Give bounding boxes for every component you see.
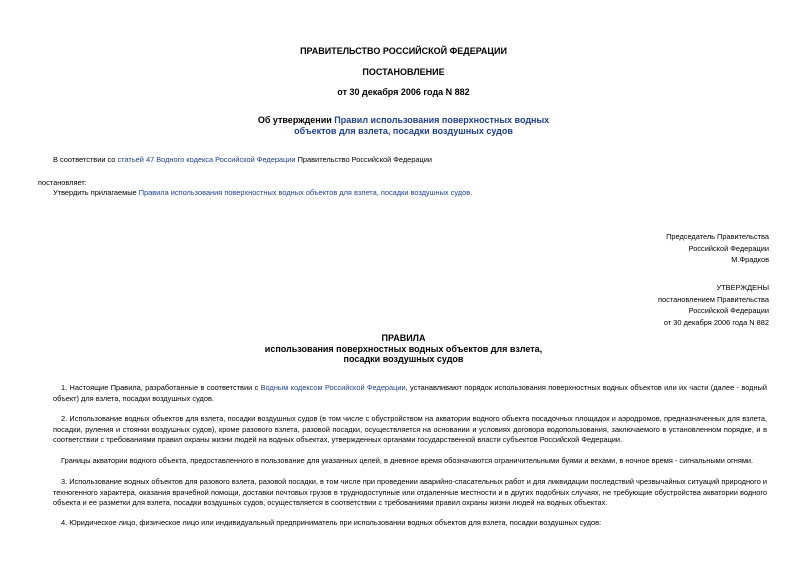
p1-prefix: 1. Настоящие Правила, разработанные в соответствии с [61, 383, 261, 392]
doc-type-heading: ПОСТАНОВЛЕНИЕ [362, 67, 445, 77]
signature-line1: Председатель Правительства [666, 232, 769, 241]
doc-title-line1 [0, 115, 807, 125]
approved-line1: УТВЕРЖДЕНЫ [716, 283, 769, 292]
title-prefix: Об утверждении [257, 115, 335, 125]
approved-block [658, 282, 769, 328]
approve-prefix: Утвердить прилагаемые [53, 188, 139, 197]
rules-title-line3: посадки воздушных судов [343, 354, 464, 364]
water-code-article-link[interactable]: статьей 47 Водного кодекса Российской Федерации [117, 155, 296, 164]
paragraph-3: 3. Использование водных объектов для разового взлета, разовой посадки, в том числе при проведении аварийно-спасательных работ и для ликвидации последствий чрезвычайных ситуаций природного и техногенного характера, оказания врачебной помощи, доставки почтовых грузов в труднодоступные или отдаленные местности и в других подобных случаях, не требующие обустройства акватории водного объекта и ее разметки для взлета, посадки воздушных судов, осуществляется в соответствии с требованиями правил охраны жизни людей на водных объектах. [53, 477, 767, 508]
approved-line4: от 30 декабря 2006 года N 882 [663, 317, 769, 327]
signature-line3: М.Фрадков [731, 255, 769, 264]
rules-link[interactable]: Правила использования поверхностных водных объектов для взлета, посадки воздушных судов [138, 188, 471, 197]
government-heading: ПРАВИТЕЛЬСТВО РОССИЙСКОЙ ФЕДЕРАЦИИ [300, 46, 507, 56]
resolves-text: постановляет: [38, 178, 87, 187]
approve-suffix: . [470, 188, 473, 197]
approved-line2: постановлением Правительства [658, 294, 769, 304]
signature-block [666, 231, 769, 266]
date-number: от 30 декабря 2006 года N 882 [337, 87, 470, 97]
doc-title-line2 [0, 126, 807, 136]
paragraph-2: 2. Использование водных объектов для взлета, посадки воздушных судов (в том числе с обустройством на акватории водного объекта посадочных площадок и аэродромов, предназначенных для взлета, посадки, руления и стоянки воздушных судов), кроме разового взлета, разовой посадки, осуществляется на основании и условиях договора водопользования, заключаемого в установленном порядке, и в соответствии с требованиями правил охраны жизни людей на водных объектах, утвержденных органами государственной власти субъектов Российской Федерации. [53, 414, 767, 445]
rules-title-line2: использования поверхностных водных объектов для взлета, [264, 344, 543, 354]
approved-line3: Российской Федерации [688, 306, 769, 315]
paragraph-4: 4. Юридическое лицо, физическое лицо или индивидуальный предприниматель при использовании водных объектов для взлета, посадки воздушных судов: [61, 518, 602, 527]
water-code-link[interactable]: Водным кодексом Российской Федерации [260, 383, 406, 392]
preamble-suffix: Правительство Российской Федерации [295, 155, 432, 164]
paragraph-2b: Границы акватории водного объекта, предоставленного в пользование для указанных целей, в дневное время обозначаются ограничительными буями и вехами, в ночное время - сигнальными огнями. [61, 456, 754, 465]
rules-title-line1: ПРАВИЛА [381, 333, 426, 343]
paragraph-1 [53, 383, 767, 404]
signature-line2: Российской Федерации [688, 243, 769, 253]
approve-text [53, 188, 472, 198]
p1-suffix: , устанавливают порядок использования поверхностных водных объектов или их части (далее - водный объект) для взлета, посадки воздушных судов. [53, 383, 767, 403]
rules-link-title[interactable]: Правил использования поверхностных водных [334, 115, 550, 125]
preamble [53, 155, 432, 165]
rules-link-title-cont[interactable]: объектов для взлета, посадки воздушных судов [294, 126, 513, 136]
preamble-prefix: В соответствии со [53, 155, 118, 164]
